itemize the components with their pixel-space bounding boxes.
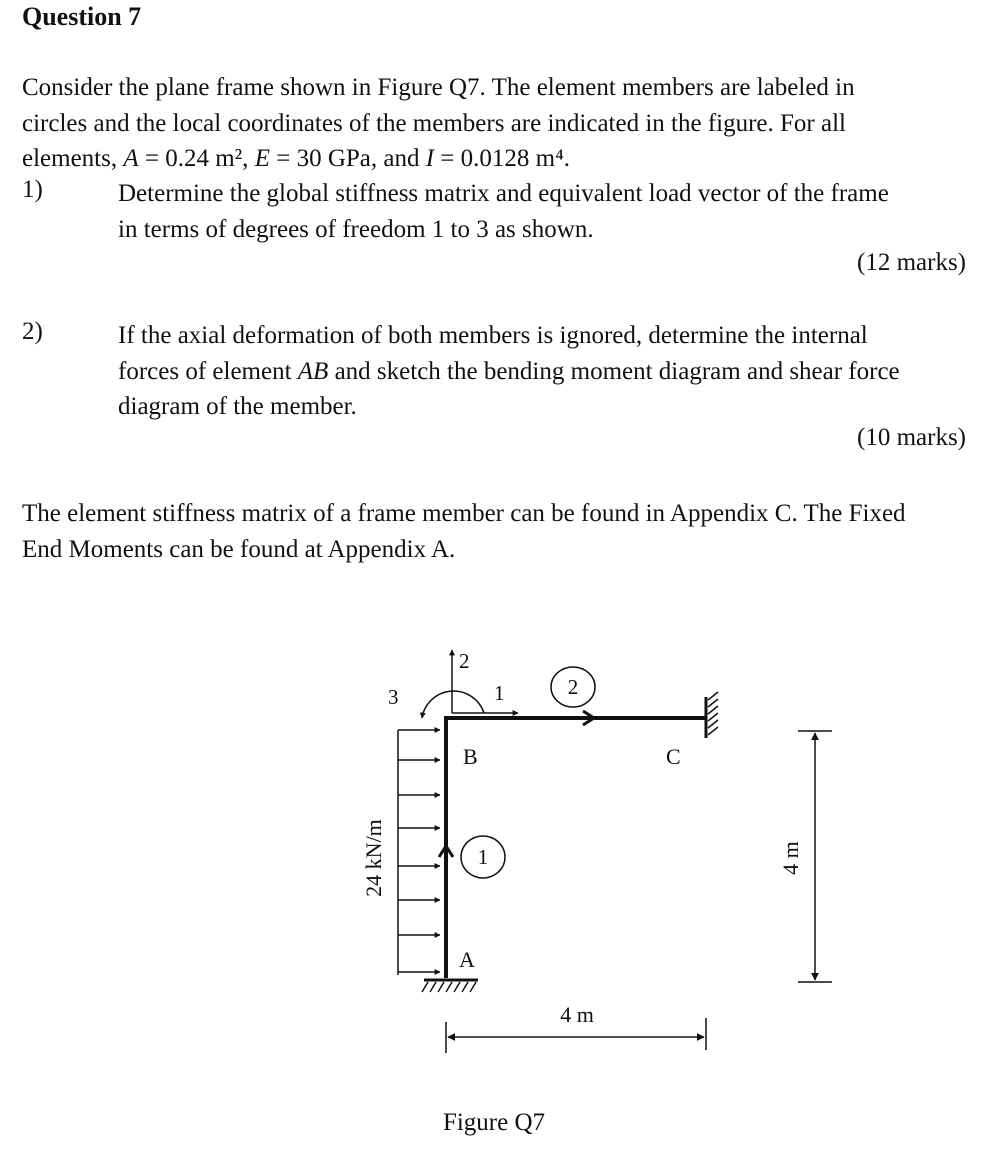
- element-ab-label: AB: [297, 357, 329, 385]
- part-2-number: 2): [22, 318, 43, 345]
- member-1-label: 1: [477, 845, 489, 869]
- area-symbol: A: [123, 145, 139, 172]
- distributed-load: [398, 730, 440, 975]
- part-1-line-1: Determine the global stiffness matrix and equivalent load vector of the frame: [118, 180, 889, 207]
- part-1-number: 1): [22, 176, 43, 203]
- node-c-label: C: [666, 744, 681, 769]
- fixed-support-a: [422, 980, 478, 992]
- intro-line-2: circles and the local coordinates of the members are indicated in the figure. For all: [22, 109, 846, 137]
- intro-line3-prefix: elements,: [22, 145, 118, 172]
- dof-3-label: 3: [388, 685, 399, 709]
- vertical-dimension-label: 4 m: [778, 841, 803, 875]
- part-2-line-1: If the axial deformation of both members is ignored, determine the internal: [118, 322, 868, 349]
- part-1-marks: (12 marks): [857, 249, 966, 276]
- part-2-line-2-prefix: forces of element: [118, 357, 292, 385]
- load-intensity-label: 24 kN/m: [361, 819, 386, 897]
- dof-2-label: 2: [459, 649, 470, 673]
- vertical-dimension: [798, 731, 832, 982]
- node-a-label: A: [459, 947, 475, 972]
- member-2-label: 2: [567, 675, 579, 699]
- part-2-line-2-suffix: and sketch the bending moment diagram and shear force: [334, 357, 900, 385]
- intro-line-1: Consider the plane frame shown in Figure Q7. The element members are labeled in: [22, 74, 855, 101]
- figure-caption: Figure Q7: [442, 1109, 546, 1136]
- dof-3-rotation-arrow: [422, 691, 484, 718]
- modulus-symbol: E: [254, 145, 270, 172]
- note-line-2: End Moments can be found at Appendix A.: [22, 535, 456, 563]
- part-2-marks: (10 marks): [857, 424, 966, 451]
- part-1-line-2: in terms of degrees of freedom 1 to 3 as shown.: [118, 215, 594, 243]
- horizontal-dimension-label: 4 m: [560, 1002, 594, 1027]
- dof-1-label: 1: [494, 681, 505, 705]
- inertia-value: = 0.0128 m⁴.: [440, 145, 571, 172]
- note-line-1: The element stiffness matrix of a frame member can be found in Appendix C. The Fixed: [22, 500, 906, 527]
- question-heading: Question 7: [22, 2, 142, 31]
- node-b-label: B: [463, 744, 478, 769]
- inertia-symbol: I: [425, 145, 435, 172]
- area-value: = 0.24 m²,: [144, 145, 249, 172]
- modulus-value: = 30 GPa, and: [276, 145, 420, 172]
- part-2-line-3: diagram of the member.: [118, 393, 357, 420]
- fixed-support-c: [706, 692, 718, 738]
